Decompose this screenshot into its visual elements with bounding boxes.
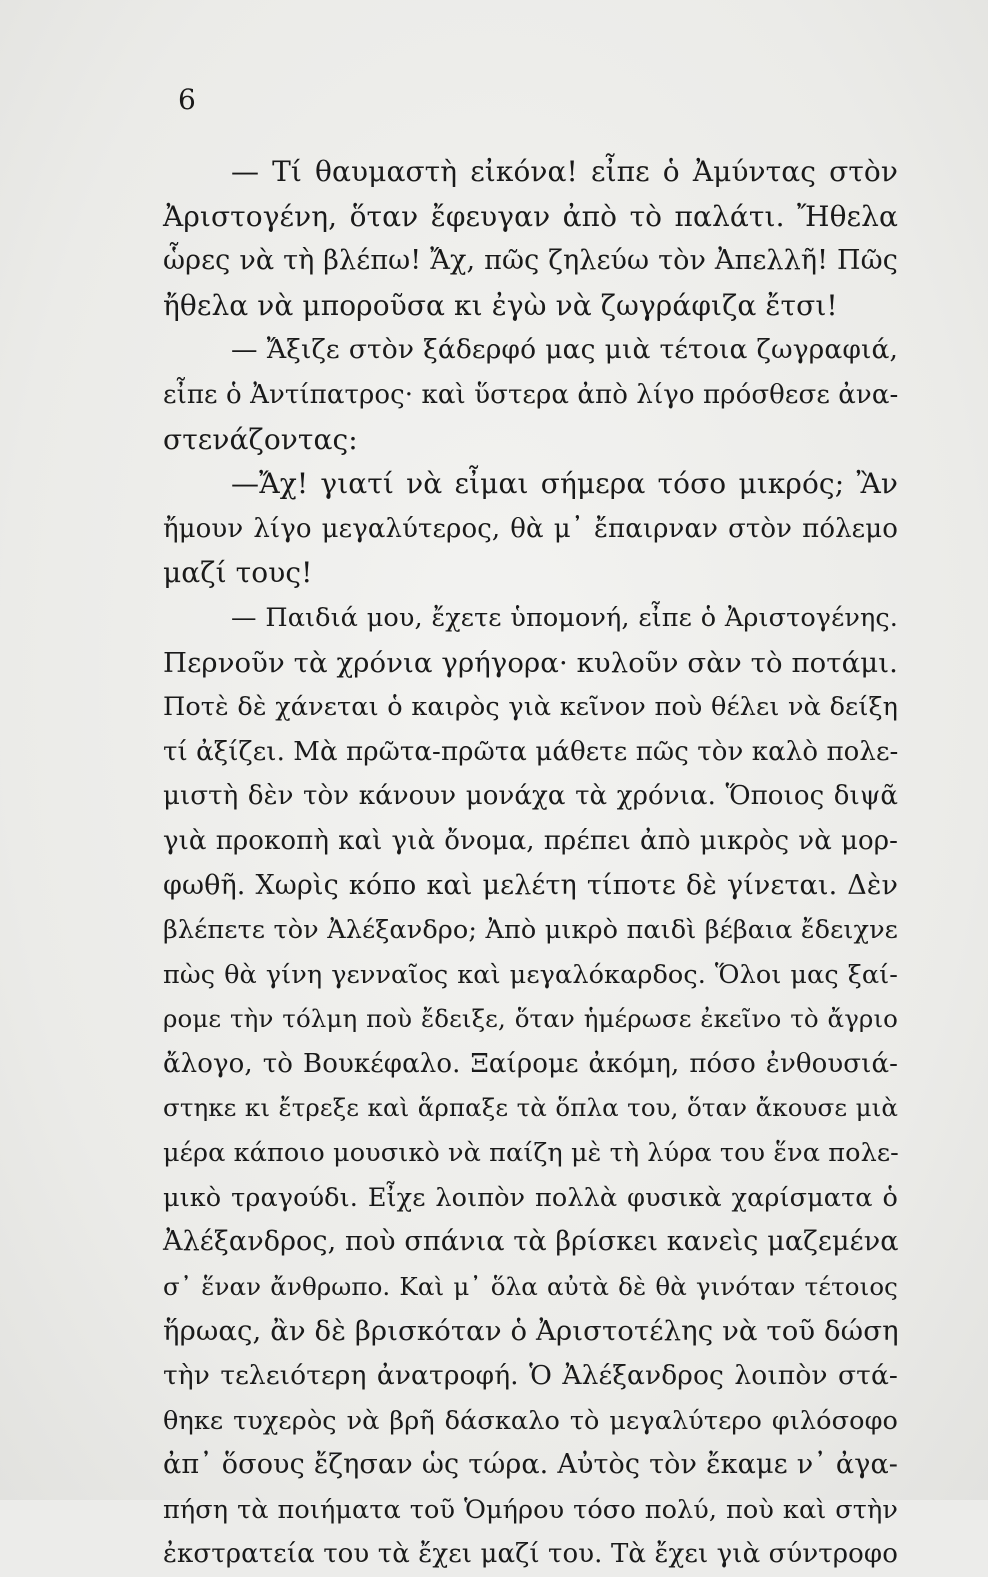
text-line: στενάζοντας: <box>163 422 358 456</box>
text-line: τὴν τελειότερη ἀνατροφή. Ὁ Ἀλέξανδρος λοιπὸν στά- <box>163 1360 898 1392</box>
text-line: Περνοῦν τὰ χρόνια γρήγορα· κυλοῦν σὰν τὸ ποτάμι. <box>163 646 898 679</box>
text-line: εἶπε ὁ Ἀντίπατρος· καὶ ὕστερα ἀπὸ λίγο πρόσθεσε ἀνα- <box>163 379 899 410</box>
body-text <box>163 150 898 1577</box>
text-line: βλέπετε τὸν Ἀλέξανδρο; Ἀπὸ μικρὸ παιδὶ βέβαια ἔδειχνε <box>163 915 898 946</box>
text-line: ἤμουν λίγο μεγαλύτερος, θὰ μ᾽ ἔπαιρναν στὸν πόλεμο <box>163 513 898 544</box>
text-line: ἥρωας, ἂν δὲ βρισκόταν ὁ Ἀριστοτέλης νὰ τοῦ δώση <box>163 1315 899 1348</box>
text-line: μαζί τους! <box>163 556 313 590</box>
text-line: ἐκστρατεία του τὰ ἔχει μαζί του. Τὰ ἔχει γιὰ σύντροφο <box>163 1539 898 1570</box>
text-line: πήση τὰ ποιήματα τοῦ Ὁμήρου τόσο πολύ, ποὺ καὶ στὴν <box>163 1494 898 1525</box>
text-line: Ἀλέξανδρος, ποὺ σπάνια τὰ βρίσκει κανεὶς μαζεμένα <box>163 1226 899 1258</box>
text-line: ἄλογο, τὸ Βουκέφαλο. Ξαίρομε ἀκόμη, πόσο ἐνθουσιά- <box>163 1048 898 1079</box>
text-line: σ᾽ ἕναν ἄνθρωπο. Καὶ μ᾽ ὅλα αὐτὰ δὲ θὰ γινόταν τέτοιος <box>163 1271 898 1301</box>
text-line: τί ἀξίζει. Μὰ πρῶτα-πρῶτα μάθετε πῶς τὸν καλὸ πολε- <box>163 736 899 767</box>
text-line: — Παιδιά μου, ἔχετε ὑπομονή, εἶπε ὁ Ἀριστογένης. <box>231 602 898 633</box>
text-line: μικὸ τραγούδι. Εἶχε λοιπὸν πολλὰ φυσικὰ χαρίσματα ὁ <box>163 1182 898 1213</box>
text-line: — Ἄξιζε στὸν ξάδερφό μας μιὰ τέτοια ζωγραφιά, <box>231 334 898 366</box>
text-line: ὧρες νὰ τὴ βλέπω! Ἄχ, πῶς ζηλεύω τὸν Ἀπελλῆ! Πῶς <box>163 245 898 277</box>
text-line: ἀπ᾽ ὅσους ἔζησαν ὡς τώρα. Αὐτὸς τὸν ἔκαμε ν᾽ ἀγα- <box>163 1449 898 1481</box>
text-line: μέρα κάποιο μουσικὸ νὰ παίζη μὲ τὴ λύρα του ἕνα πολε- <box>163 1138 899 1169</box>
text-line: Ἀριστογένη, ὅταν ἔφευγαν ἀπὸ τὸ παλάτι. Ἤθελα <box>163 199 898 233</box>
text-line: —Ἄχ! γιατί νὰ εἶμαι σήμερα τόσο μικρός; Ἂν <box>231 467 898 501</box>
text-line: — Τί θαυμαστὴ εἰκόνα! εἶπε ὁ Ἀμύντας στὸν <box>231 155 898 188</box>
text-line: πὼς θὰ γίνη γενναῖος καὶ μεγαλόκαρδος. Ὅλοι μας ξαί- <box>163 959 898 990</box>
page-number: 6 <box>178 83 196 116</box>
text-line: Ποτὲ δὲ χάνεται ὁ καιρὸς γιὰ κεῖνον ποὺ θέλει νὰ δείξη <box>163 692 898 723</box>
text-line: ἤθελα νὰ μποροῦσα κι ἐγὼ νὰ ζωγράφιζα ἔτσι! <box>163 288 838 322</box>
text-line: φωθῆ. Χωρὶς κόπο καὶ μελέτη τίποτε δὲ γίνεται. Δὲν <box>163 869 898 901</box>
text-line: ρομε τὴν τόλμη ποὺ ἔδειξε, ὅταν ἡμέρωσε ἐκεῖνο τὸ ἄγριο <box>163 1004 898 1034</box>
text-line: μιστὴ δὲν τὸν κάνουν μονάχα τὰ χρόνια. Ὅποιος διψᾶ <box>163 781 898 812</box>
text-line: στηκε κι ἔτρεξε καὶ ἅρπαξε τὰ ὅπλα του, ὅταν ἄκουσε μιὰ <box>163 1093 898 1123</box>
text-line: γιὰ προκοπὴ καὶ γιὰ ὄνομα, πρέπει ἀπὸ μικρὸς νὰ μορ- <box>163 825 898 856</box>
text-line: θηκε τυχερὸς νὰ βρῆ δάσκαλο τὸ μεγαλύτερο φιλόσοφο <box>163 1405 898 1436</box>
